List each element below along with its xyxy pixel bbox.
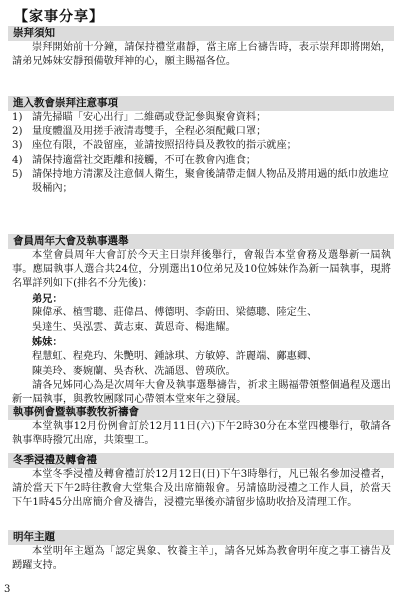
- page-number: 3: [4, 584, 11, 595]
- section-heading: 冬季浸禮及轉會禮: [8, 453, 394, 468]
- page-title: 【家事分享】: [14, 9, 104, 25]
- list-text: 座位有限，不設留座，並請按照招待員及教牧的指示就座；: [32, 140, 297, 152]
- list-item: [12, 125, 394, 139]
- list-number: 1): [12, 112, 23, 123]
- section-heading: 執事例會暨執事教牧祈禱會: [8, 405, 394, 420]
- section-body: 本堂明年主題為「認定異象、牧養主羊」，請各兄姊為教會明年度之事工禱告及踴躍支持。: [12, 546, 391, 572]
- sisters-label: 姊妹：: [32, 336, 63, 349]
- section-body: 本堂執事12月份例會訂於12月11日(六)下午2時30分在本堂四樓舉行，敬請各執事準時撥冗出席，共策聖工。: [12, 421, 391, 447]
- section-baptism: [8, 453, 394, 511]
- section-theme: [8, 530, 394, 573]
- precautions-list: [8, 111, 394, 196]
- section-deacons: [8, 405, 394, 448]
- section-heading: 明年主題: [8, 530, 394, 545]
- list-number: 2): [12, 126, 23, 138]
- list-text: 請保持適當社交距離和接觸，不可在教會內進食；: [32, 154, 257, 166]
- list-number: 4): [12, 154, 23, 166]
- list-number: 3): [12, 140, 23, 152]
- brothers-label: 弟兄：: [32, 292, 63, 305]
- list-item: [12, 154, 394, 168]
- section-heading: 進入教會崇拜注意事項: [8, 96, 394, 111]
- list-item: [12, 111, 394, 125]
- section-body: 本堂會員周年大會訂於今天主日崇拜後舉行，會報告本堂會務及選舉新一屆執事。應屆執事人選合共24位，分別選出10位弟兄及10位姊妹作為新一屆執事，現將名單詳列如下(排名不分先後)：: [12, 250, 391, 290]
- sisters-names-line: 程慧虹、程堯玓、朱艷明、鍾詠琪、方敏婷、許麗端、鄺惠卿、: [32, 350, 318, 362]
- agm-closing: 請各兄姊同心為是次周年大會及執事選舉禱告，祈求主賜福帶領整個過程及選出新一屆執事，與教牧團隊同心帶領本堂來年之發展。: [12, 380, 391, 406]
- sisters-names-line: 陳美玲、麥婉蘭、吳杏秋、冼誦恩、曾瑛欣。: [32, 365, 236, 377]
- brothers-names-line: 陳偉承、植雪聰、莊偉昌、傅德明、李蔚田、梁德聰、陸定生、: [32, 307, 318, 319]
- section-heading: 崇拜須知: [8, 26, 394, 41]
- section-body: 本堂冬季浸禮及轉會禮訂於12月12日(日)下午3時舉行，凡已報名參加浸禮者，請於當天下午2時往教會大堂集合及出席簡報會。另請協助浸禮之工作人員，於當天下午1時45分出席簡介會及禱告，浸禮完畢後亦請留步協助收拾及清理工作。: [12, 469, 391, 509]
- section-precautions: [8, 96, 394, 196]
- list-text: 請先掃瞄「安心出行」二維碼或登記參與聚會資料；: [32, 112, 267, 123]
- list-item: [12, 139, 394, 153]
- list-text: 量度體溫及用搓手液清毒雙手，全程必須配戴口罩；: [32, 126, 267, 138]
- section-agm: [8, 234, 394, 408]
- list-item: [12, 168, 394, 196]
- section-worship: [8, 26, 394, 69]
- list-text: 請保持地方清潔及注意個人衛生，聚會後請帶走個人物品及將用過的紙巾放進垃圾桶內；: [32, 168, 389, 195]
- section-heading: 會員周年大會及執事選舉: [8, 234, 394, 249]
- list-number: 5): [12, 168, 23, 180]
- brothers-names-line: 吳達生、吳泓雲、黃志東、黃恩奇、楊進耀。: [32, 321, 236, 333]
- section-body: 崇拜開始前十分鐘，請保持禮堂肅靜，當主席上台禱告時，表示崇拜即將開始，請弟兄姊妹安靜預備敬拜神的心，願主賜福各位。: [12, 42, 391, 68]
